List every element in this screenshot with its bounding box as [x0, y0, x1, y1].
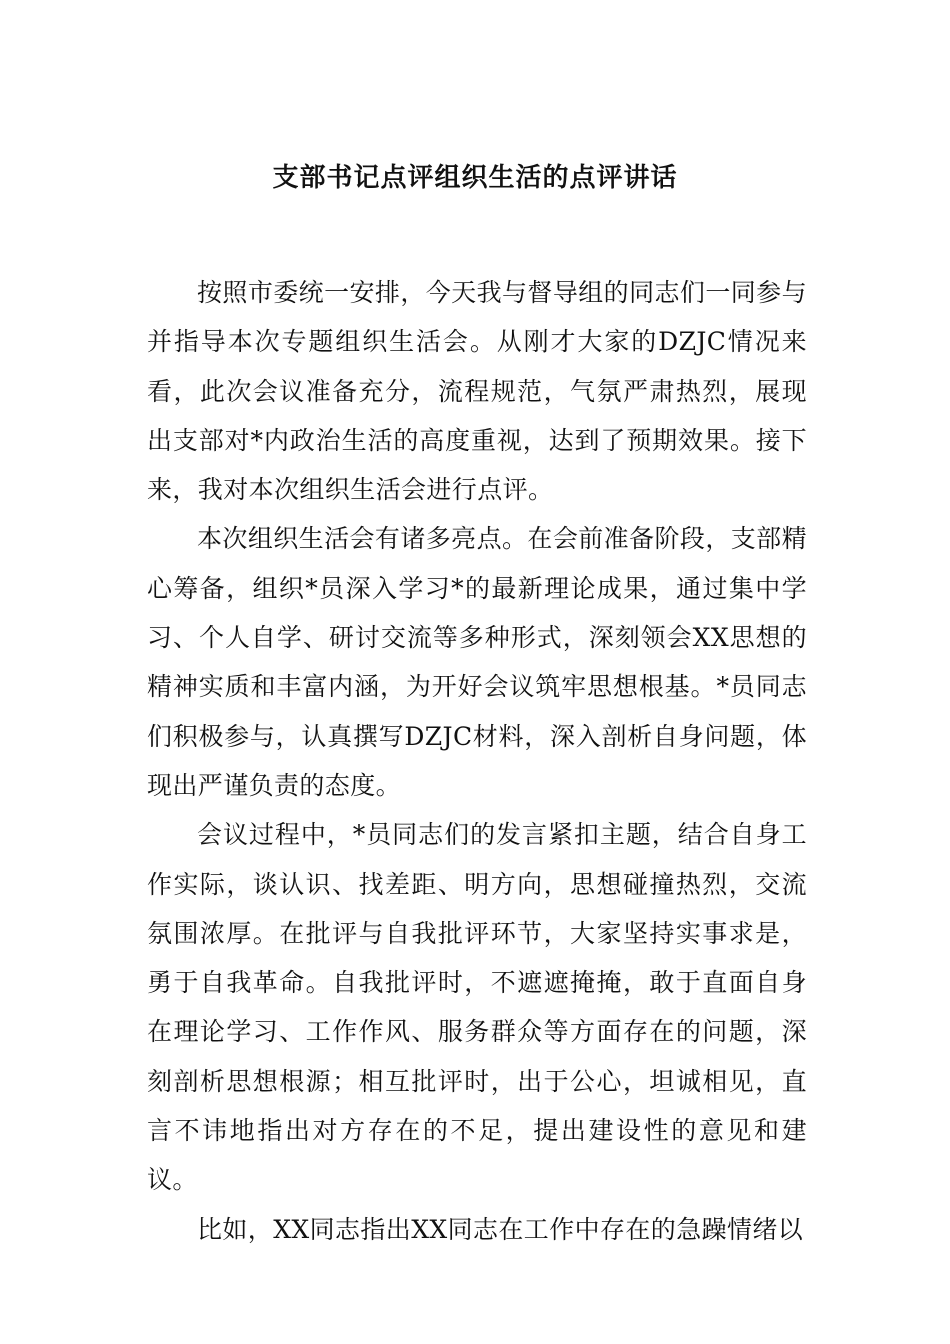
paragraph-2: 本次组织生活会有诸多亮点。在会前准备阶段，支部精心筹备，组织*员深入学习*的最新理论成果，通过集中学习、个人自学、研讨交流等多种形式，深刻领会XX思想的精神实质和丰富内涵，为开好会议筑牢思想根基。*员同志们积极参与，认真撰写DZJC材料，深入剖析自身问题，体现出严谨负责的态度。 — [147, 524, 807, 800]
paragraph-4: 比如，XX同志指出XX同志在工作中存在的急躁情绪以 — [197, 1214, 804, 1244]
document-body — [147, 268, 807, 1254]
paragraph-1: 按照市委统一安排，今天我与督导组的同志们一同参与并指导本次专题组织生活会。从刚才大家的DZJC情况来看，此次会议准备充分，流程规范，气氛严肃热烈，展现出支部对*内政治生活的高度重视，达到了预期效果。接下来，我对本次组织生活会进行点评。 — [147, 278, 807, 505]
document-title: 支部书记点评组织生活的点评讲话 — [272, 163, 678, 193]
paragraph-3: 会议过程中，*员同志们的发言紧扣主题，结合自身工作实际，谈认识、找差距、明方向，思想碰撞热烈，交流氛围浓厚。在批评与自我批评环节，大家坚持实事求是，勇于自我革命。自我批评时，不遮遮掩掩，敢于直面自身在理论学习、工作作风、服务群众等方面存在的问题，深刻剖析思想根源；相互批评时，出于公心，坦诚相见，直言不讳地指出对方存在的不足，提出建设性的意见和建议。 — [147, 820, 807, 1195]
